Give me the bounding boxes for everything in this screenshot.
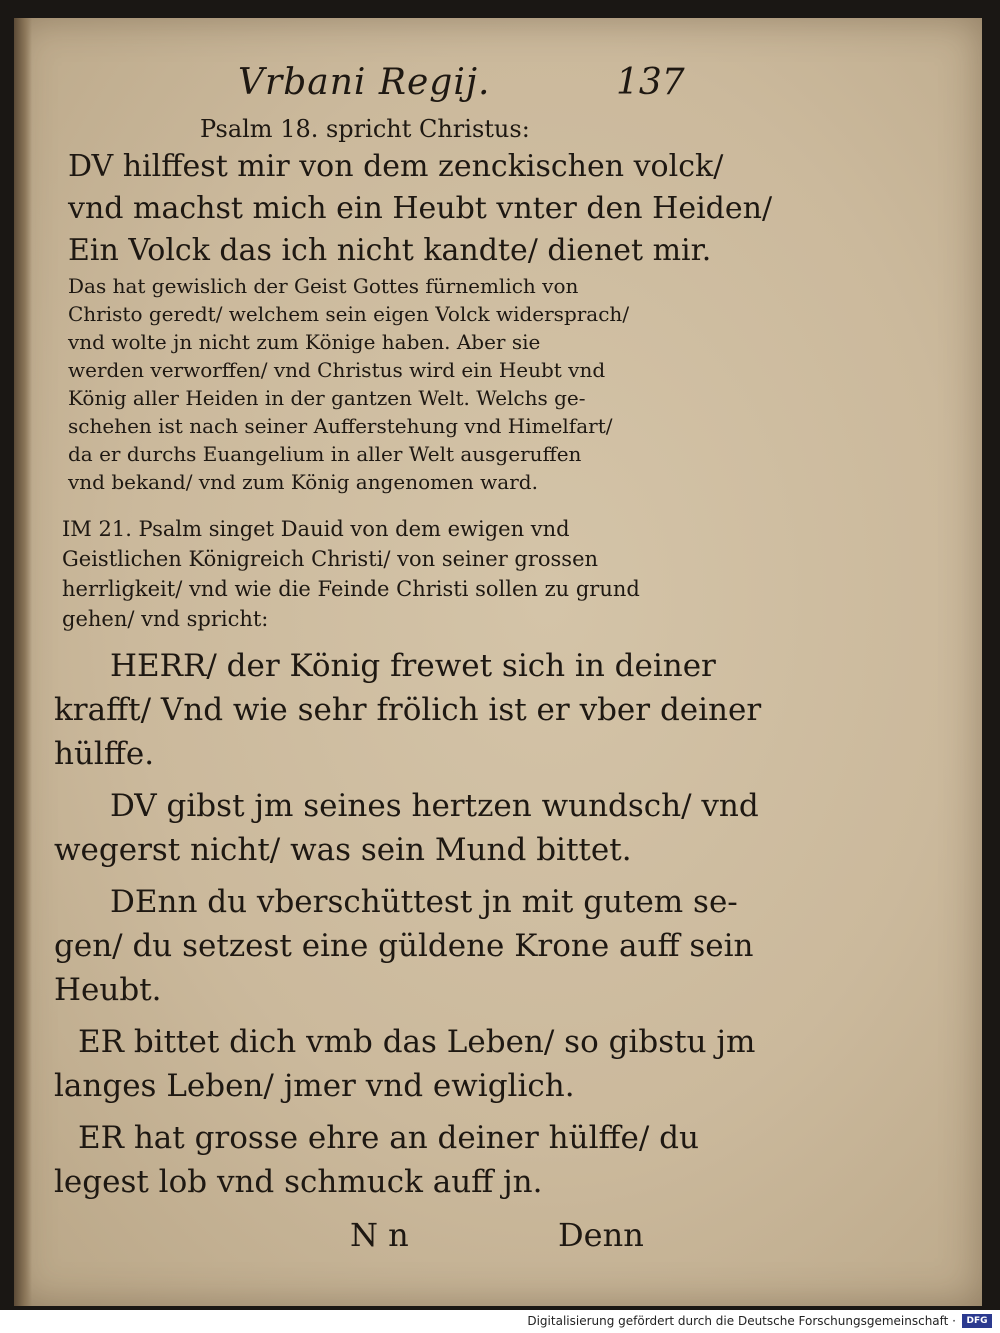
signature-mark: N n: [350, 1216, 409, 1254]
verse-line: langes Leben/ jmer vnd ewiglich.: [54, 1068, 575, 1104]
page-text: [50, 62, 773, 1258]
funding-credit: Digitalisierung gefördert durch die Deutsche Forschungsgemeinschaft ·: [527, 1314, 956, 1328]
verse-line: legest lob vnd schmuck auff jn.: [54, 1164, 543, 1200]
verse-line: hülffe.: [54, 736, 155, 772]
verse: [50, 1020, 756, 1108]
section-line: herrligkeit/ vnd wie die Feinde Christi sollen zu grund: [62, 577, 640, 601]
quote-line: DV hilffest mir von dem zenckischen volck/: [68, 149, 724, 184]
commentary-paragraph: [50, 272, 690, 496]
verse-line: DEnn du vberschüttest jn mit gutem se-: [110, 884, 738, 920]
section-line: gehen/ vnd spricht:: [62, 607, 269, 631]
dfg-logo: DFG: [962, 1314, 992, 1328]
verse-line: gen/ du setzest eine güldene Krone auff sein: [54, 928, 754, 964]
verse-line: ER hat grosse ehre an deiner hülffe/ du: [78, 1120, 699, 1156]
commentary-line: vnd wolte jn nicht zum Könige haben. Aber sie: [68, 330, 541, 354]
verse-line: wegerst nicht/ was sein Mund bittet.: [54, 832, 632, 868]
psalm-21-intro: [50, 514, 690, 634]
running-title: Vrbani Regij.: [238, 62, 491, 103]
verse: [50, 784, 759, 872]
verse-line: DV gibst jm seines hertzen wundsch/ vnd: [110, 788, 759, 824]
psalm-21-verses: [50, 644, 762, 1204]
verse-line: ER bittet dich vmb das Leben/ so gibstu jm: [78, 1024, 756, 1060]
catchline: [50, 1212, 690, 1258]
commentary-line: Das hat gewislich der Geist Gottes fürnemlich von: [68, 274, 579, 298]
catchword: Denn: [558, 1216, 644, 1254]
psalm-intro-line: Psalm 18. spricht Christus:: [200, 115, 530, 143]
commentary-line: da er durchs Euangelium in aller Welt ausgeruffen: [68, 442, 582, 466]
quote-line: Ein Volck das ich nicht kandte/ dienet mir.: [68, 233, 712, 268]
verse-line: Heubt.: [54, 972, 162, 1008]
verse: [50, 644, 762, 776]
page-gutter: [14, 18, 32, 1306]
quote-line: vnd machst mich ein Heubt vnter den Heiden/: [68, 191, 773, 226]
page-header: [50, 62, 690, 112]
psalm-18-quote: [50, 146, 773, 272]
commentary-line: vnd bekand/ vnd zum König angenomen ward.: [68, 470, 538, 494]
section-line: Geistlichen Königreich Christi/ von seiner grossen: [62, 547, 599, 571]
verse-line: krafft/ Vnd wie sehr frölich ist er vber deiner: [54, 692, 762, 728]
commentary-line: König aller Heiden in der gantzen Welt. Welchs ge-: [68, 386, 586, 410]
verse-line: HERR/ der König frewet sich in deiner: [110, 648, 716, 684]
commentary-line: schehen ist nach seiner Aufferstehung vnd Himelfart/: [68, 414, 613, 438]
commentary-line: Christo geredt/ welchem sein eigen Volck widersprach/: [68, 302, 630, 326]
page-number: 137: [616, 62, 685, 103]
verse: [50, 880, 754, 1012]
commentary-line: werden verworffen/ vnd Christus wird ein Heubt vnd: [68, 358, 606, 382]
section-line: IM 21. Psalm singet Dauid von dem ewigen vnd: [62, 517, 570, 541]
digitization-footer: [0, 1310, 1000, 1333]
verse: [50, 1116, 699, 1204]
